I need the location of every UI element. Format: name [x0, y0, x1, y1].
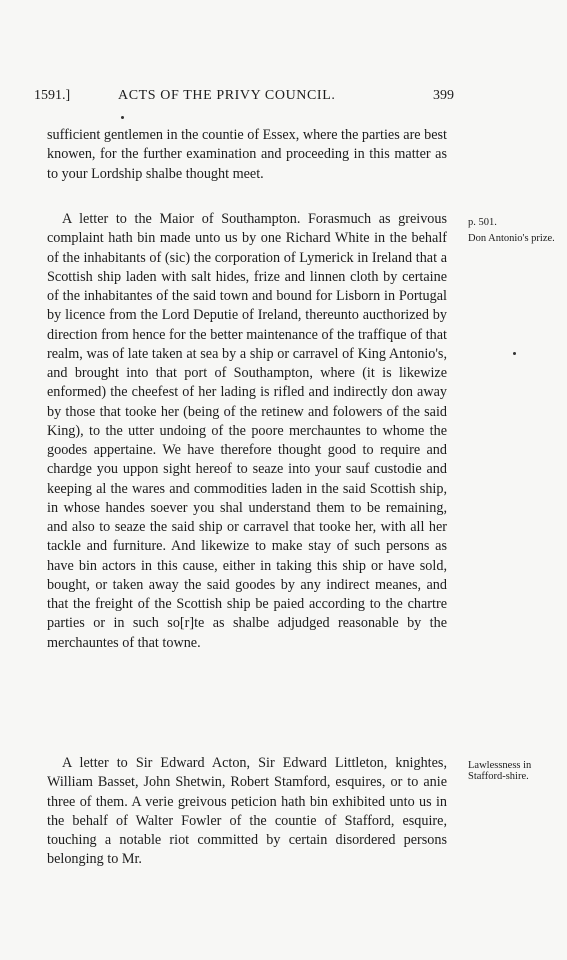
ink-speck — [513, 352, 516, 355]
page-header — [34, 88, 454, 108]
header-year: 1591.] — [34, 88, 71, 103]
paragraph-southampton-letter: A letter to the Maior of Southampton. Forasmuch as greivous complaint hath bin made unto us by one Richard White in the behalf of the inhabitants of (sic) the corporation of Lymerick in Ireland that a Scottish ship laden with salt hides, frize and linnen cloth by certaine of the inhabitantes of the said town and bound for Lisborn in Portugal by licence from the Lord Deputie of Ireland, thereunto aucthorized by direction from hence for the better maintenance of the traffique of that realm, was of late taken at sea by a ship or carravel of King Antonio's, and brought into that port of Southampton, where (it is likewize enformed) the cheefest of her lading is rifled and indirectly don away by those that tooke her (being of the retinew and folowers of the said King), to the utter undoing of the poore merchauntes to whome the goodes appertaine. We have therefore thought good to require and chardge you uppon sight hereof to seaze into your sauf custodie and keeping al the wares and commodities laden in the said Scottish ship, in whose handes soever you shal understand them to be remaining, and also to seaze the said ship or carravel that tooke her, with all her tackle and furniture. And likewize to make stay of such persons as have bin actors in this cause, either in taking this ship or have sold, bought, or taken away the said goodes by any indirect meanes, and that the freight of the Scottish ship be paied according to the chartre parties or in such so[r]te as shalbe adjudged reasonable by the merchauntes of that towne. — [47, 211, 447, 651]
sidenote-page-ref: p. 501. — [468, 217, 497, 228]
paragraph-continuation: sufficient gentlemen in the countie of Essex, where the parties are best knowen, for the further examination and proceeding in this matter as to your Lordship shalbe thought meet. — [47, 127, 447, 182]
paragraph-stafford-letter: A letter to Sir Edward Acton, Sir Edward Littleton, knightes, William Basset, John Shetwin, Robert Stamford, esquires, or to anie three of them. A verie greivous peticion hath bin exhibited unto us in the behalf of Walter Fowler of the countie of Stafford, esquire, touching a notable riot committed by certain disordered persons belonging to Mr. — [47, 755, 447, 868]
ink-speck — [121, 116, 124, 119]
running-title: ACTS OF THE PRIVY COUNCIL. — [118, 88, 336, 103]
sidenote-don-antonio-prize: Don Antonio's prize. — [468, 233, 555, 244]
page-number: 399 — [433, 88, 454, 103]
sidenote-lawlessness: Lawlessness in Stafford-shire. — [468, 760, 532, 782]
